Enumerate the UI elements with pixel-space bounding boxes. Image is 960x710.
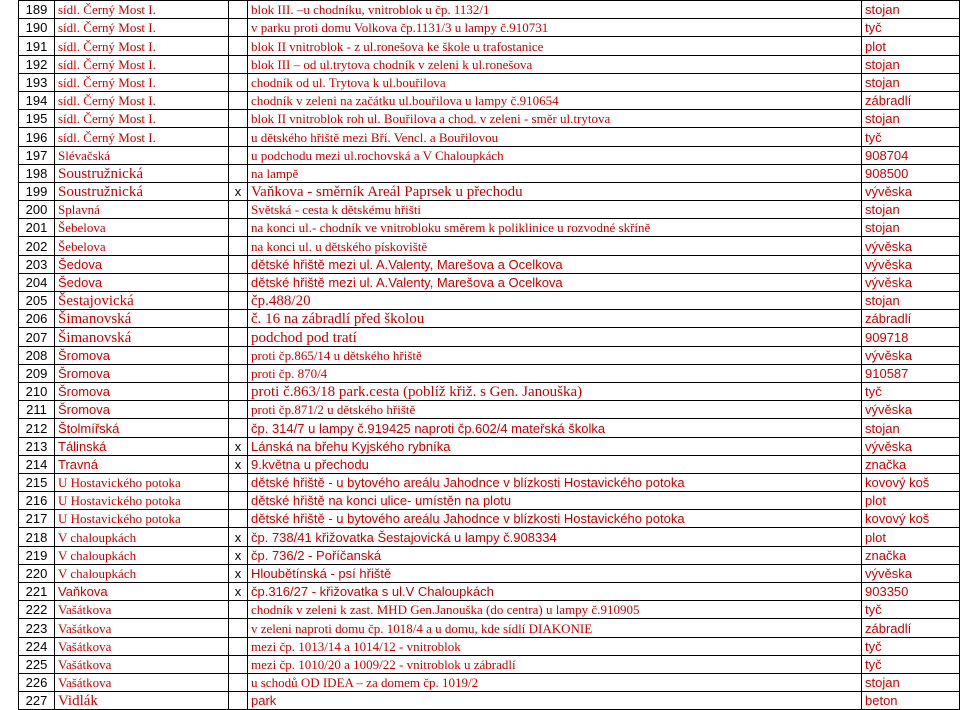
marker-x xyxy=(229,128,248,146)
marker-x xyxy=(229,346,248,364)
mount-type: značka xyxy=(862,455,960,473)
mount-type: stojan xyxy=(862,73,960,91)
location-description: chodník v zeleni k zast. MHD Gen.Janouška (do centra) u lampy č.910905 xyxy=(248,601,862,619)
marker-x xyxy=(229,310,248,328)
street-name: Vašátkova xyxy=(55,637,229,655)
location-description: blok III – od ul.trytova chodník v zeleni k ul.ronešova xyxy=(248,55,862,73)
marker-x xyxy=(229,382,248,400)
mount-type: stojan xyxy=(862,201,960,219)
row-number: 218 xyxy=(19,528,55,546)
mount-type: 909718 xyxy=(862,328,960,346)
mount-type: vývěska xyxy=(862,401,960,419)
marker-x xyxy=(229,146,248,164)
table-row xyxy=(19,255,960,273)
location-description: dětské hřiště mezi ul. A.Valenty, Marešova a Ocelkova xyxy=(248,255,862,273)
location-description: v parku proti domu Volkova čp.1131/3 u lampy č.910731 xyxy=(248,19,862,37)
mount-type: vývěska xyxy=(862,564,960,582)
location-description: Vaňkova - směrník Areál Paprsek u přechodu xyxy=(248,182,862,200)
row-number: 194 xyxy=(19,91,55,109)
marker-x: x xyxy=(229,455,248,473)
location-description: na lampě xyxy=(248,164,862,182)
marker-x xyxy=(229,401,248,419)
location-description: blok II vnitroblok - z ul.ronešova ke škole u trafostanice xyxy=(248,37,862,55)
location-description: podchod pod tratí xyxy=(248,328,862,346)
row-number: 221 xyxy=(19,583,55,601)
mount-type: tyč xyxy=(862,128,960,146)
table-row xyxy=(19,273,960,291)
location-description: proti čp.871/2 u dětského hřiště xyxy=(248,401,862,419)
marker-x xyxy=(229,55,248,73)
row-number: 193 xyxy=(19,73,55,91)
location-description: 9.května u přechodu xyxy=(248,455,862,473)
marker-x: x xyxy=(229,182,248,200)
marker-x xyxy=(229,37,248,55)
table-row xyxy=(19,19,960,37)
mount-type: tyč xyxy=(862,601,960,619)
table-row xyxy=(19,564,960,582)
mount-type: plot xyxy=(862,37,960,55)
marker-x: x xyxy=(229,437,248,455)
table-row xyxy=(19,37,960,55)
street-name: Vašátkova xyxy=(55,601,229,619)
mount-type: 908704 xyxy=(862,146,960,164)
row-number: 222 xyxy=(19,601,55,619)
row-number: 219 xyxy=(19,546,55,564)
row-number: 208 xyxy=(19,346,55,364)
street-name: Šromova xyxy=(55,382,229,400)
location-description: chodník od ul. Trytova k ul.bouřilova xyxy=(248,73,862,91)
mount-type: vývěska xyxy=(862,273,960,291)
marker-x xyxy=(229,637,248,655)
row-number: 205 xyxy=(19,292,55,310)
location-description: dětské hřiště - u bytového areálu Jahodnce v blízkosti Hostavického potoka xyxy=(248,473,862,491)
row-number: 191 xyxy=(19,37,55,55)
table-row xyxy=(19,401,960,419)
location-description: Světská - cesta k dětskému hřišti xyxy=(248,201,862,219)
street-name: sídl. Černý Most I. xyxy=(55,1,229,19)
table-row xyxy=(19,310,960,328)
mount-type: zábradlí xyxy=(862,91,960,109)
table-row xyxy=(19,364,960,382)
row-number: 195 xyxy=(19,110,55,128)
street-name: Splavná xyxy=(55,201,229,219)
street-name: sídl. Černý Most I. xyxy=(55,37,229,55)
street-name: Vašátkova xyxy=(55,619,229,637)
row-number: 224 xyxy=(19,637,55,655)
mount-type: plot xyxy=(862,528,960,546)
table-row xyxy=(19,692,960,710)
table-row xyxy=(19,292,960,310)
marker-x xyxy=(229,91,248,109)
row-number: 210 xyxy=(19,382,55,400)
row-number: 200 xyxy=(19,201,55,219)
row-number: 201 xyxy=(19,219,55,237)
street-name: Vidlák xyxy=(55,692,229,710)
mount-type: 910587 xyxy=(862,364,960,382)
marker-x xyxy=(229,619,248,637)
street-name: Štolmířská xyxy=(55,419,229,437)
location-description: u schodů OD IDEA – za domem čp. 1019/2 xyxy=(248,673,862,691)
marker-x xyxy=(229,237,248,255)
table-row xyxy=(19,437,960,455)
table-row xyxy=(19,328,960,346)
row-number: 217 xyxy=(19,510,55,528)
location-description: dětské hřiště - u bytového areálu Jahodnce v blízkosti Hostavického potoka xyxy=(248,510,862,528)
street-name: Šromova xyxy=(55,401,229,419)
location-description: čp.488/20 xyxy=(248,292,862,310)
street-name: Šedova xyxy=(55,255,229,273)
table-row xyxy=(19,382,960,400)
street-name: Slévačská xyxy=(55,146,229,164)
mount-type: vývěska xyxy=(862,182,960,200)
row-number: 196 xyxy=(19,128,55,146)
table-row xyxy=(19,492,960,510)
mount-type: vývěska xyxy=(862,237,960,255)
mount-type: tyč xyxy=(862,382,960,400)
mount-type: stojan xyxy=(862,110,960,128)
location-description: proti č.863/18 park.cesta (poblíž křiž. s Gen. Janouška) xyxy=(248,382,862,400)
marker-x xyxy=(229,510,248,528)
marker-x: x xyxy=(229,546,248,564)
marker-x xyxy=(229,255,248,273)
row-number: 204 xyxy=(19,273,55,291)
mount-type: stojan xyxy=(862,292,960,310)
row-number: 198 xyxy=(19,164,55,182)
location-description: u podchodu mezi ul.rochovská a V Chaloupkách xyxy=(248,146,862,164)
marker-x xyxy=(229,164,248,182)
mount-type: 903350 xyxy=(862,583,960,601)
marker-x xyxy=(229,419,248,437)
mount-type: zábradlí xyxy=(862,619,960,637)
table-row xyxy=(19,601,960,619)
table-row xyxy=(19,146,960,164)
mount-type: vývěska xyxy=(862,346,960,364)
table-row xyxy=(19,473,960,491)
table-row xyxy=(19,110,960,128)
street-name: Tálinská xyxy=(55,437,229,455)
row-number: 192 xyxy=(19,55,55,73)
location-description: čp. 738/41 křižovatka Šestajovická u lampy č.908334 xyxy=(248,528,862,546)
location-description: park xyxy=(248,692,862,710)
mount-type: stojan xyxy=(862,1,960,19)
mount-type: značka xyxy=(862,546,960,564)
table-row xyxy=(19,91,960,109)
location-description: Lánská na břehu Kyjského rybníka xyxy=(248,437,862,455)
location-description: v zeleni naproti domu čp. 1018/4 a u domu, kde sídlí DIAKONIE xyxy=(248,619,862,637)
mount-type: stojan xyxy=(862,673,960,691)
marker-x xyxy=(229,364,248,382)
table-row xyxy=(19,655,960,673)
location-description: proti čp. 870/4 xyxy=(248,364,862,382)
street-name: Šebelova xyxy=(55,219,229,237)
location-description: na konci ul. u dětského pískoviště xyxy=(248,237,862,255)
mount-type: zábradlí xyxy=(862,310,960,328)
location-description: proti čp.865/14 u dětského hřiště xyxy=(248,346,862,364)
street-name: sídl. Černý Most I. xyxy=(55,128,229,146)
street-name: V chaloupkách xyxy=(55,546,229,564)
marker-x xyxy=(229,273,248,291)
table-row xyxy=(19,619,960,637)
location-description: čp.316/27 - křižovatka s ul.V Chaloupkách xyxy=(248,583,862,601)
marker-x: x xyxy=(229,564,248,582)
marker-x xyxy=(229,110,248,128)
table-row xyxy=(19,419,960,437)
location-description: na konci ul.- chodník ve vnitrobloku směrem k poliklinice u rozvodné skříně xyxy=(248,219,862,237)
marker-x xyxy=(229,73,248,91)
marker-x xyxy=(229,601,248,619)
mount-type: stojan xyxy=(862,419,960,437)
mount-type: stojan xyxy=(862,55,960,73)
location-description: chodník v zeleni na začátku ul.bouřilova u lampy č.910654 xyxy=(248,91,862,109)
row-number: 207 xyxy=(19,328,55,346)
street-name: Šimanovská xyxy=(55,328,229,346)
marker-x xyxy=(229,201,248,219)
table-row xyxy=(19,55,960,73)
street-name: U Hostavického potoka xyxy=(55,492,229,510)
street-name: Šromova xyxy=(55,364,229,382)
table-row xyxy=(19,455,960,473)
marker-x xyxy=(229,673,248,691)
street-name: sídl. Černý Most I. xyxy=(55,73,229,91)
marker-x xyxy=(229,655,248,673)
street-name: Travná xyxy=(55,455,229,473)
row-number: 197 xyxy=(19,146,55,164)
street-name: Šedova xyxy=(55,273,229,291)
row-number: 214 xyxy=(19,455,55,473)
location-description: Hloubětínská - psí hřiště xyxy=(248,564,862,582)
street-name: sídl. Černý Most I. xyxy=(55,55,229,73)
table-row xyxy=(19,128,960,146)
table-row xyxy=(19,164,960,182)
row-number: 223 xyxy=(19,619,55,637)
table-row xyxy=(19,583,960,601)
row-number: 203 xyxy=(19,255,55,273)
location-description: blok II vnitroblok roh ul. Bouřilova a chod. v zeleni - směr ul.trytova xyxy=(248,110,862,128)
mount-type: tyč xyxy=(862,19,960,37)
mount-type: tyč xyxy=(862,637,960,655)
marker-x xyxy=(229,292,248,310)
row-number: 213 xyxy=(19,437,55,455)
row-number: 199 xyxy=(19,182,55,200)
location-description: mezi čp. 1010/20 a 1009/22 - vnitroblok u zábradlí xyxy=(248,655,862,673)
row-number: 206 xyxy=(19,310,55,328)
marker-x xyxy=(229,19,248,37)
location-description: č. 16 na zábradlí před školou xyxy=(248,310,862,328)
street-name: sídl. Černý Most I. xyxy=(55,110,229,128)
row-number: 209 xyxy=(19,364,55,382)
row-number: 212 xyxy=(19,419,55,437)
row-number: 226 xyxy=(19,673,55,691)
mount-type: vývěska xyxy=(862,255,960,273)
table-row xyxy=(19,346,960,364)
street-name: Vašátkova xyxy=(55,655,229,673)
table-row xyxy=(19,546,960,564)
marker-x: x xyxy=(229,528,248,546)
row-number: 202 xyxy=(19,237,55,255)
mount-type: vývěska xyxy=(862,437,960,455)
table-row xyxy=(19,528,960,546)
row-number: 227 xyxy=(19,692,55,710)
street-name: Šestajovická xyxy=(55,292,229,310)
location-description: blok III. –u chodníku, vnitroblok u čp. 1132/1 xyxy=(248,1,862,19)
street-name: Šromova xyxy=(55,346,229,364)
marker-x xyxy=(229,473,248,491)
table-row xyxy=(19,182,960,200)
location-description: čp. 314/7 u lampy č.919425 naproti čp.602/4 mateřská školka xyxy=(248,419,862,437)
mount-type: tyč xyxy=(862,655,960,673)
marker-x xyxy=(229,1,248,19)
marker-x xyxy=(229,219,248,237)
street-name: sídl. Černý Most I. xyxy=(55,19,229,37)
row-number: 220 xyxy=(19,564,55,582)
street-name: Vaňkova xyxy=(55,583,229,601)
street-name: Vašátkova xyxy=(55,673,229,691)
table-row xyxy=(19,219,960,237)
mount-type: plot xyxy=(862,492,960,510)
street-name: U Hostavického potoka xyxy=(55,473,229,491)
table-row xyxy=(19,201,960,219)
street-name: V chaloupkách xyxy=(55,564,229,582)
street-name: sídl. Černý Most I. xyxy=(55,91,229,109)
row-number: 211 xyxy=(19,401,55,419)
row-number: 225 xyxy=(19,655,55,673)
street-name: Soustružnická xyxy=(55,182,229,200)
street-name: U Hostavického potoka xyxy=(55,510,229,528)
street-name: Soustružnická xyxy=(55,164,229,182)
table-row xyxy=(19,1,960,19)
mount-type: kovový koš xyxy=(862,473,960,491)
marker-x: x xyxy=(229,583,248,601)
mount-type: kovový koš xyxy=(862,510,960,528)
location-description: dětské hřiště mezi ul. A.Valenty, Marešova a Ocelkova xyxy=(248,273,862,291)
mount-type: stojan xyxy=(862,219,960,237)
location-description: čp. 736/2 - Poříčanská xyxy=(248,546,862,564)
location-description: mezi čp. 1013/14 a 1014/12 - vnitroblok xyxy=(248,637,862,655)
location-description: dětské hřiště na konci ulice- umístěn na plotu xyxy=(248,492,862,510)
row-number: 216 xyxy=(19,492,55,510)
row-number: 190 xyxy=(19,19,55,37)
table-row xyxy=(19,637,960,655)
table-row xyxy=(19,510,960,528)
table-row xyxy=(19,237,960,255)
location-table xyxy=(18,0,960,710)
marker-x xyxy=(229,328,248,346)
mount-type: 908500 xyxy=(862,164,960,182)
table-row xyxy=(19,73,960,91)
row-number: 189 xyxy=(19,1,55,19)
marker-x xyxy=(229,492,248,510)
street-name: Šimanovská xyxy=(55,310,229,328)
street-name: V chaloupkách xyxy=(55,528,229,546)
street-name: Šebelova xyxy=(55,237,229,255)
row-number: 215 xyxy=(19,473,55,491)
table-row xyxy=(19,673,960,691)
location-description: u dětského hřiště mezi Bří. Vencl. a Bouřilovou xyxy=(248,128,862,146)
marker-x xyxy=(229,692,248,710)
mount-type: beton xyxy=(862,692,960,710)
